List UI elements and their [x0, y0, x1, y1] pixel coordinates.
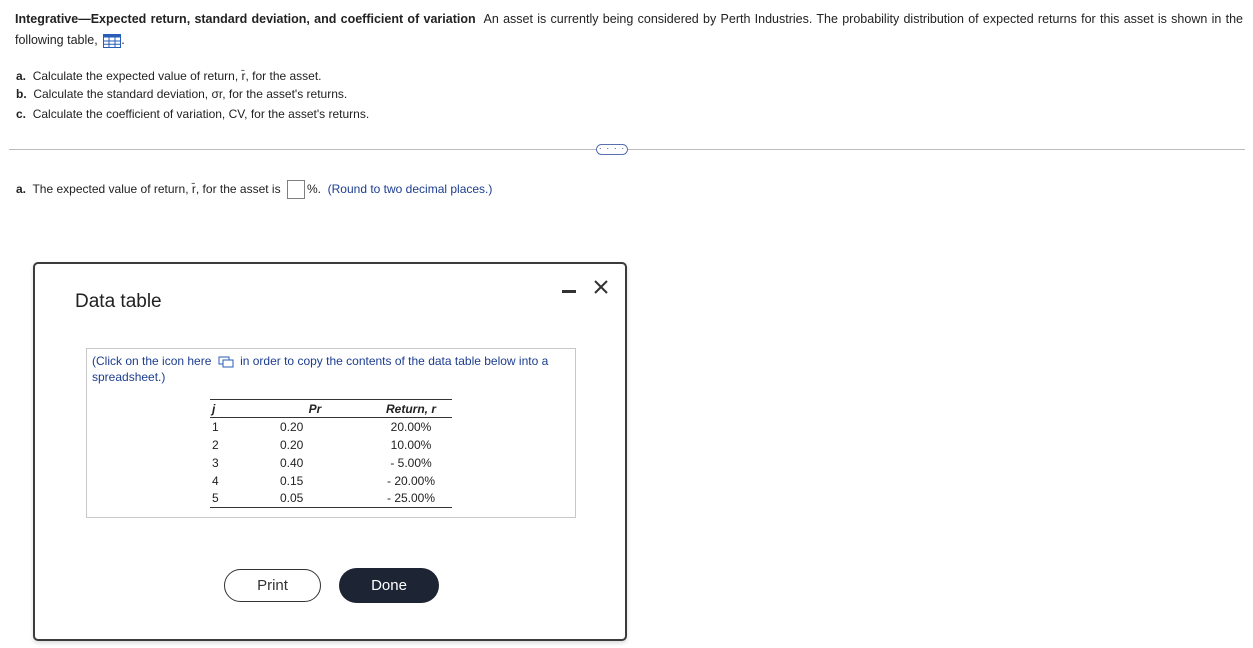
print-button[interactable]: Print — [224, 569, 321, 602]
part-c-letter: c. — [16, 107, 27, 121]
cell-pr: 0.20 — [280, 419, 304, 434]
cell-gap — [240, 436, 280, 454]
cell-gap — [240, 418, 280, 436]
cell-pr: 0.20 — [280, 437, 304, 452]
table-row — [210, 472, 452, 490]
table-icon[interactable] — [103, 34, 121, 48]
cell-gap — [240, 472, 280, 490]
cell-j: 2 — [212, 437, 219, 452]
part-a-letter: a. — [16, 69, 27, 83]
cell-j: 4 — [212, 473, 219, 488]
cell-j: 1 — [212, 419, 219, 434]
header-j: j — [210, 400, 240, 418]
answer-part-a — [16, 179, 492, 199]
cell-gap — [350, 472, 370, 490]
returns-table — [210, 399, 452, 508]
cell-gap — [350, 454, 370, 472]
cell-gap — [350, 436, 370, 454]
cell-return: 20.00% — [390, 419, 432, 434]
data-table-dialog — [33, 262, 627, 641]
part-c — [16, 105, 369, 123]
answer-a-percent: %. — [306, 182, 321, 196]
cell-gap — [350, 490, 370, 508]
expand-more-button[interactable]: · · · · — [596, 144, 628, 155]
minimize-icon[interactable] — [562, 290, 576, 293]
part-b-letter: b. — [16, 87, 27, 101]
answer-a-letter: a. — [16, 182, 27, 196]
table-row — [210, 454, 452, 472]
cell-return: - 5.00% — [390, 455, 432, 470]
problem-statement — [15, 9, 1243, 51]
cell-return: - 25.00% — [370, 490, 452, 508]
table-row — [210, 418, 452, 436]
cell-j: 3 — [212, 455, 219, 470]
part-b — [16, 85, 369, 103]
problem-text: An asset is currently being considered by Perth Industries. The probability distribution of expected returns for this asset is shown in the following table, — [15, 12, 1243, 47]
cell-gap — [240, 454, 280, 472]
copy-note-after: in order to copy the contents of the data table below into a spreadsheet.) — [92, 354, 549, 384]
close-icon[interactable] — [592, 278, 610, 296]
answer-a-text: The expected value of return, r̄, for the asset is — [32, 182, 281, 196]
problem-title: Integrative—Expected return, standard deviation, and coefficient of variation — [15, 12, 476, 26]
rounding-hint: (Round to two decimal places.) — [327, 182, 493, 196]
problem-after-icon: . — [121, 33, 125, 47]
part-b-text: Calculate the standard deviation, σr, for the asset's returns. — [33, 87, 348, 101]
part-c-text: Calculate the coefficient of variation, CV, for the asset's returns. — [32, 107, 370, 121]
header-gap — [350, 400, 370, 418]
cell-j: 5 — [210, 490, 240, 508]
question-parts — [16, 67, 369, 123]
cell-gap — [240, 490, 280, 508]
cell-pr: 0.15 — [280, 473, 304, 488]
table-row — [210, 436, 452, 454]
header-pr: Pr — [280, 400, 350, 418]
expected-return-input[interactable] — [287, 180, 305, 199]
data-table-frame — [86, 348, 576, 518]
part-a-text: Calculate the expected value of return, r̄, for the asset. — [32, 69, 322, 83]
cell-pr: 0.40 — [280, 455, 304, 470]
cell-gap — [350, 418, 370, 436]
copy-note-before: (Click on the icon here — [92, 354, 212, 368]
header-return: Return, r — [370, 400, 452, 418]
part-a — [16, 67, 369, 85]
header-gap — [240, 400, 280, 418]
cell-return: 10.00% — [390, 437, 432, 452]
table-header-row — [210, 400, 452, 418]
dialog-title: Data table — [75, 291, 162, 312]
copy-icon[interactable] — [218, 356, 234, 368]
copy-note — [92, 353, 567, 385]
table-row — [210, 490, 452, 508]
cell-return: - 20.00% — [386, 473, 436, 488]
done-button[interactable]: Done — [339, 568, 439, 603]
cell-pr: 0.05 — [280, 490, 350, 508]
